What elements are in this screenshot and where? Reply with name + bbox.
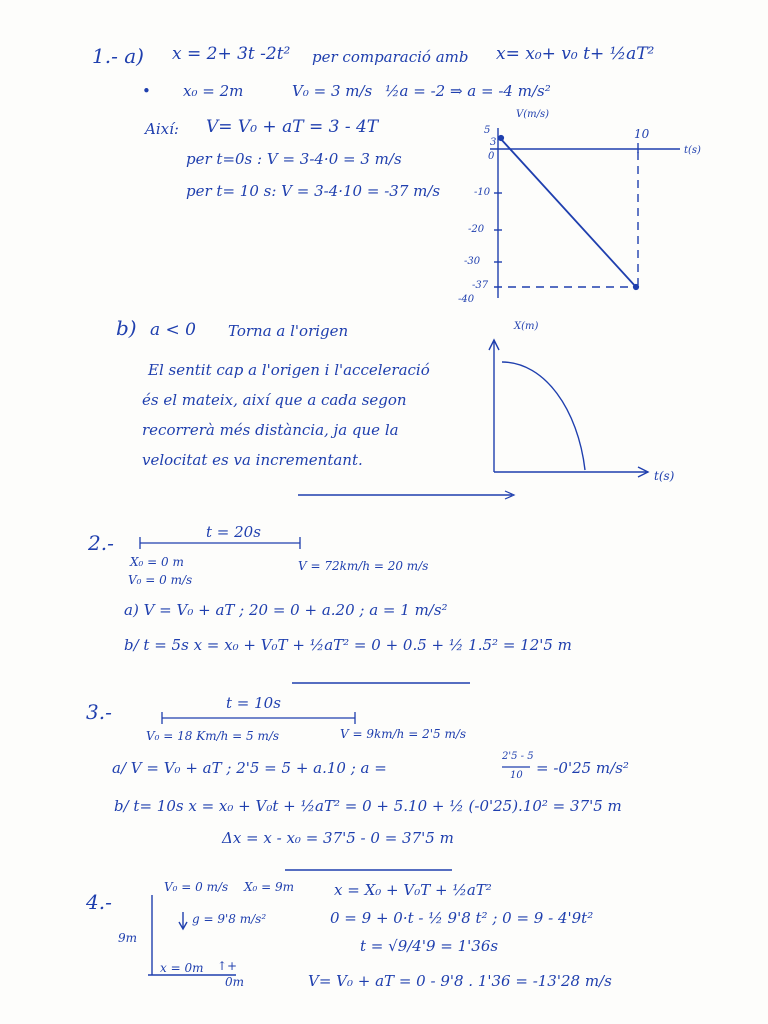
- p2-x0: X₀ = 0 m: [130, 555, 184, 569]
- vt-velocity-line: [500, 138, 636, 287]
- p4-equation-3: t = √9/4'9 = 1'36s: [360, 937, 499, 955]
- p3-fraction-numerator: 2'5 - 5: [502, 751, 534, 762]
- xt-y-label: X(m): [514, 321, 539, 332]
- p2-v0: V₀ = 0 m/s: [128, 573, 193, 587]
- p1-x0: x₀ = 2m: [183, 82, 244, 100]
- vt-y-label: V(m/s): [516, 109, 550, 120]
- p1-general-equation: x= x₀+ v₀ t+ ½aT²: [496, 44, 655, 64]
- p1-aixi: Així:: [145, 120, 179, 138]
- p2-time: t = 20s: [206, 523, 261, 541]
- p4-up-positive: ↑+: [217, 959, 238, 973]
- p1-number: 1.- a): [92, 44, 144, 68]
- vt-tick-m40: -40: [458, 294, 475, 305]
- p3-time-bar: [162, 712, 355, 724]
- p1-part-b-line-3: recorrerà més distància, ja que la: [142, 421, 399, 439]
- p3-displacement: Δx = x - x₀ = 37'5 - 0 = 37'5 m: [222, 829, 454, 847]
- p3-number: 3.-: [86, 700, 112, 724]
- vt-tick-m30: -30: [464, 256, 481, 267]
- p4-ground-label: x = 0m: [160, 961, 204, 975]
- vt-start-point: [499, 136, 504, 141]
- p3-fraction-denominator: 10: [510, 770, 523, 781]
- p4-equation-2: 0 = 9 + 0·t - ½ 9'8 t² ; 0 = 9 - 4'9t²: [330, 909, 594, 927]
- vt-tick-m10: -10: [474, 187, 491, 198]
- p2-final-velocity: V = 72km/h = 20 m/s: [298, 559, 429, 573]
- p4-v0: V₀ = 0 m/s: [164, 880, 229, 894]
- p4-x0: X₀ = 9m: [244, 880, 295, 894]
- xt-x-label: t(s): [654, 469, 675, 483]
- xt-position-curve: [502, 362, 585, 470]
- p1-part-b-line-1: El sentit cap a l'origen i l'acceleració: [148, 361, 430, 379]
- vt-graph: [490, 128, 680, 298]
- p4-zero: 0m: [225, 975, 245, 989]
- p3-final-velocity: V = 9km/h = 2'5 m/s: [340, 727, 467, 741]
- p2-number: 2.-: [88, 531, 114, 555]
- p2-part-a: a) V = V₀ + aT ; 20 = 0 + a.20 ; a = 1 m/s²: [124, 601, 448, 619]
- vt-tick-5: 5: [484, 125, 491, 136]
- p4-height: 9m: [118, 931, 138, 945]
- xt-graph: [489, 340, 648, 477]
- vt-x-label: t(s): [684, 145, 701, 156]
- p3-part-b: b/ t= 10s x = x₀ + V₀t + ½aT² = 0 + 5.10 + ½ (-0'25).10² = 37'5 m: [114, 797, 622, 815]
- p1-part-b-line-4: velocitat es va incrementant.: [142, 451, 363, 469]
- vt-tick-m20: -20: [468, 224, 485, 235]
- vt-end-point: [634, 285, 639, 290]
- vt-tick-0: 0: [488, 151, 495, 162]
- p4-equation-1: x = X₀ + V₀T + ½aT²: [334, 881, 492, 899]
- p1-compare-text: per comparació amb: [312, 48, 469, 66]
- p3-v0: V₀ = 18 Km/h = 5 m/s: [146, 729, 280, 743]
- p3-part-a-result: = -0'25 m/s²: [536, 759, 629, 777]
- p3-time: t = 10s: [226, 694, 281, 712]
- vt-tick-3: 3: [490, 137, 497, 148]
- p1-acceleration: ½a = -2 ⇒ a = -4 m/s²: [385, 82, 551, 100]
- p1-equation: x = 2+ 3t -2t²: [172, 44, 291, 64]
- p4-number: 4.-: [86, 890, 112, 914]
- p1-velocity-t0: per t=0s : V = 3-4·0 = 3 m/s: [186, 150, 402, 168]
- p1-part-b-label: b): [116, 316, 137, 340]
- p1-v0: V₀ = 3 m/s: [292, 82, 373, 100]
- p1-part-b-condition: a < 0: [150, 320, 197, 340]
- p3-part-a: a/ V = V₀ + aT ; 2'5 = 5 + a.10 ; a =: [112, 759, 387, 777]
- p4-gravity: g = 9'8 m/s²: [192, 912, 267, 926]
- p1-part-b-title: Torna a l'origen: [228, 322, 349, 340]
- p2-part-b: b/ t = 5s x = x₀ + V₀T + ½aT² = 0 + 0.5 + ½ 1.5² = 12'5 m: [124, 636, 572, 654]
- p1-velocity-t10: per t= 10 s: V = 3-4·10 = -37 m/s: [186, 182, 441, 200]
- p4-equation-4: V= V₀ + aT = 0 - 9'8 . 1'36 = -13'28 m/s: [308, 972, 612, 990]
- p1-velocity-equation: V= V₀ + aT = 3 - 4T: [206, 117, 379, 137]
- p1-part-b-line-2: és el mateix, així que a cada segon: [142, 391, 407, 409]
- vt-tick-m37: -37: [472, 280, 489, 291]
- vt-tick-x10: 10: [634, 127, 650, 141]
- p1-bullet: •: [142, 82, 151, 100]
